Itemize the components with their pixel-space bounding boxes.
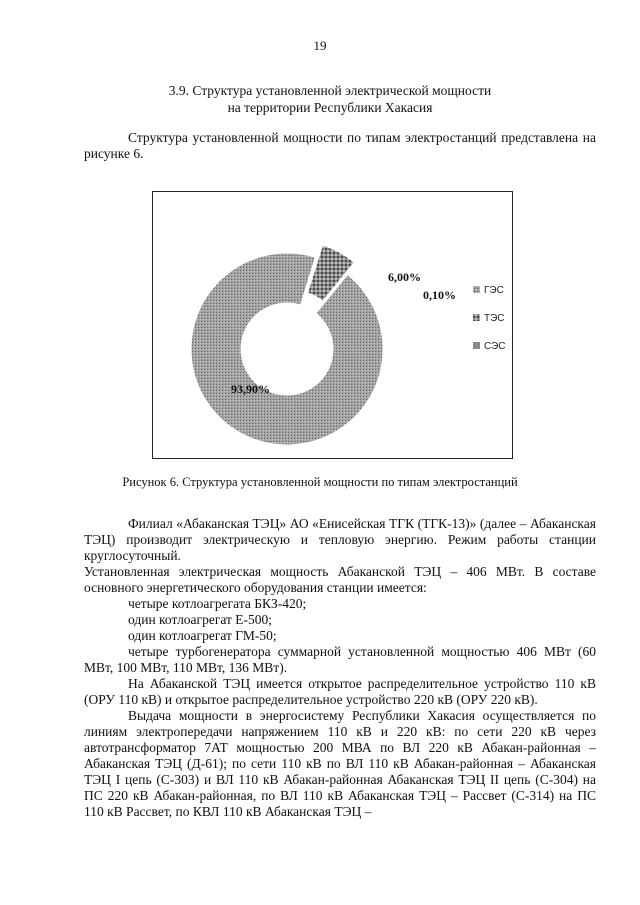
section-title xyxy=(60,82,600,116)
list-item: четыре котлоагрегата БКЗ-420; xyxy=(128,596,307,611)
paragraph-switchgear: На Абаканской ТЭЦ имеется открытое распределительное устройство 110 кВ (ОРУ 110 кВ) и открытое распределительное устройство 220 кВ (ОРУ 220 кВ). xyxy=(84,676,596,707)
legend-swatch xyxy=(473,314,480,321)
legend-swatch xyxy=(473,342,480,349)
figure-caption: Рисунок 6. Структура установленной мощности по типам электростанций xyxy=(122,475,518,489)
body-text xyxy=(84,516,596,820)
legend-swatch xyxy=(473,286,480,293)
paragraph-branch: Филиал «Абаканская ТЭЦ» АО «Енисейская ТГК (ТГК-13)» (далее – Абаканская ТЭЦ) производит электрическую и тепловую энергию. Режим работы станции круглосуточный. xyxy=(84,516,596,563)
section-title-line-1: 3.9. Структура установленной электрической мощности xyxy=(168,83,492,98)
donut-chart xyxy=(153,192,512,458)
intro-paragraph: Структура установленной мощности по типам электростанций представлена на рисунке 6. xyxy=(84,130,596,161)
list-item: один котлоагрегат ГМ-50; xyxy=(128,628,277,643)
data-label: 93,90% xyxy=(231,382,270,396)
list-item: четыре турбогенератора суммарной установленной мощностью 406 МВт (60 МВт, 100 МВт, 110 МВт, 136 МВт). xyxy=(84,644,596,675)
section-title-line-2: на территории Республики Хакасия xyxy=(227,100,433,115)
legend-label: СЭС xyxy=(484,341,506,352)
donut-segment-1 xyxy=(191,253,383,445)
legend-label: ТЭС xyxy=(484,313,505,324)
paragraph-power-output: Выдача мощности в энергосистему Республики Хакасия осуществляется по линиям электропередачи напряжением 110 кВ и 220 кВ: по сети 220 кВ через автотрансформатор 7АТ мощностью 200 МВА по ВЛ 220 кВ Абакан-районная – Абаканская ТЭЦ (Д-61); по сети 110 кВ по ВЛ 110 кВ Абакан-районная – Абаканская ТЭЦ I цепь (С-303) и ВЛ 110 кВ Абакан-районная Абаканская ТЭЦ II цепь (С-304) на ПС 220 кВ Абакан-районная, по ВЛ 110 кВ Абаканская ТЭЦ – Рассвет (С-314) на ПС 110 кВ Рассвет, по КВЛ 110 кВ Абаканская ТЭЦ – xyxy=(84,708,596,819)
legend-label: ГЭС xyxy=(484,285,504,296)
page-number: 19 xyxy=(313,38,327,53)
chart-frame xyxy=(152,191,513,459)
data-label: 6,00% xyxy=(388,270,421,284)
data-label: 0,10% xyxy=(423,288,456,302)
list-item: один котлоагрегат Е-500; xyxy=(128,612,273,627)
paragraph-capacity: Установленная электрическая мощность Абаканской ТЭЦ – 406 МВт. В составе основного энергетического оборудования станции имеется: xyxy=(84,564,596,595)
